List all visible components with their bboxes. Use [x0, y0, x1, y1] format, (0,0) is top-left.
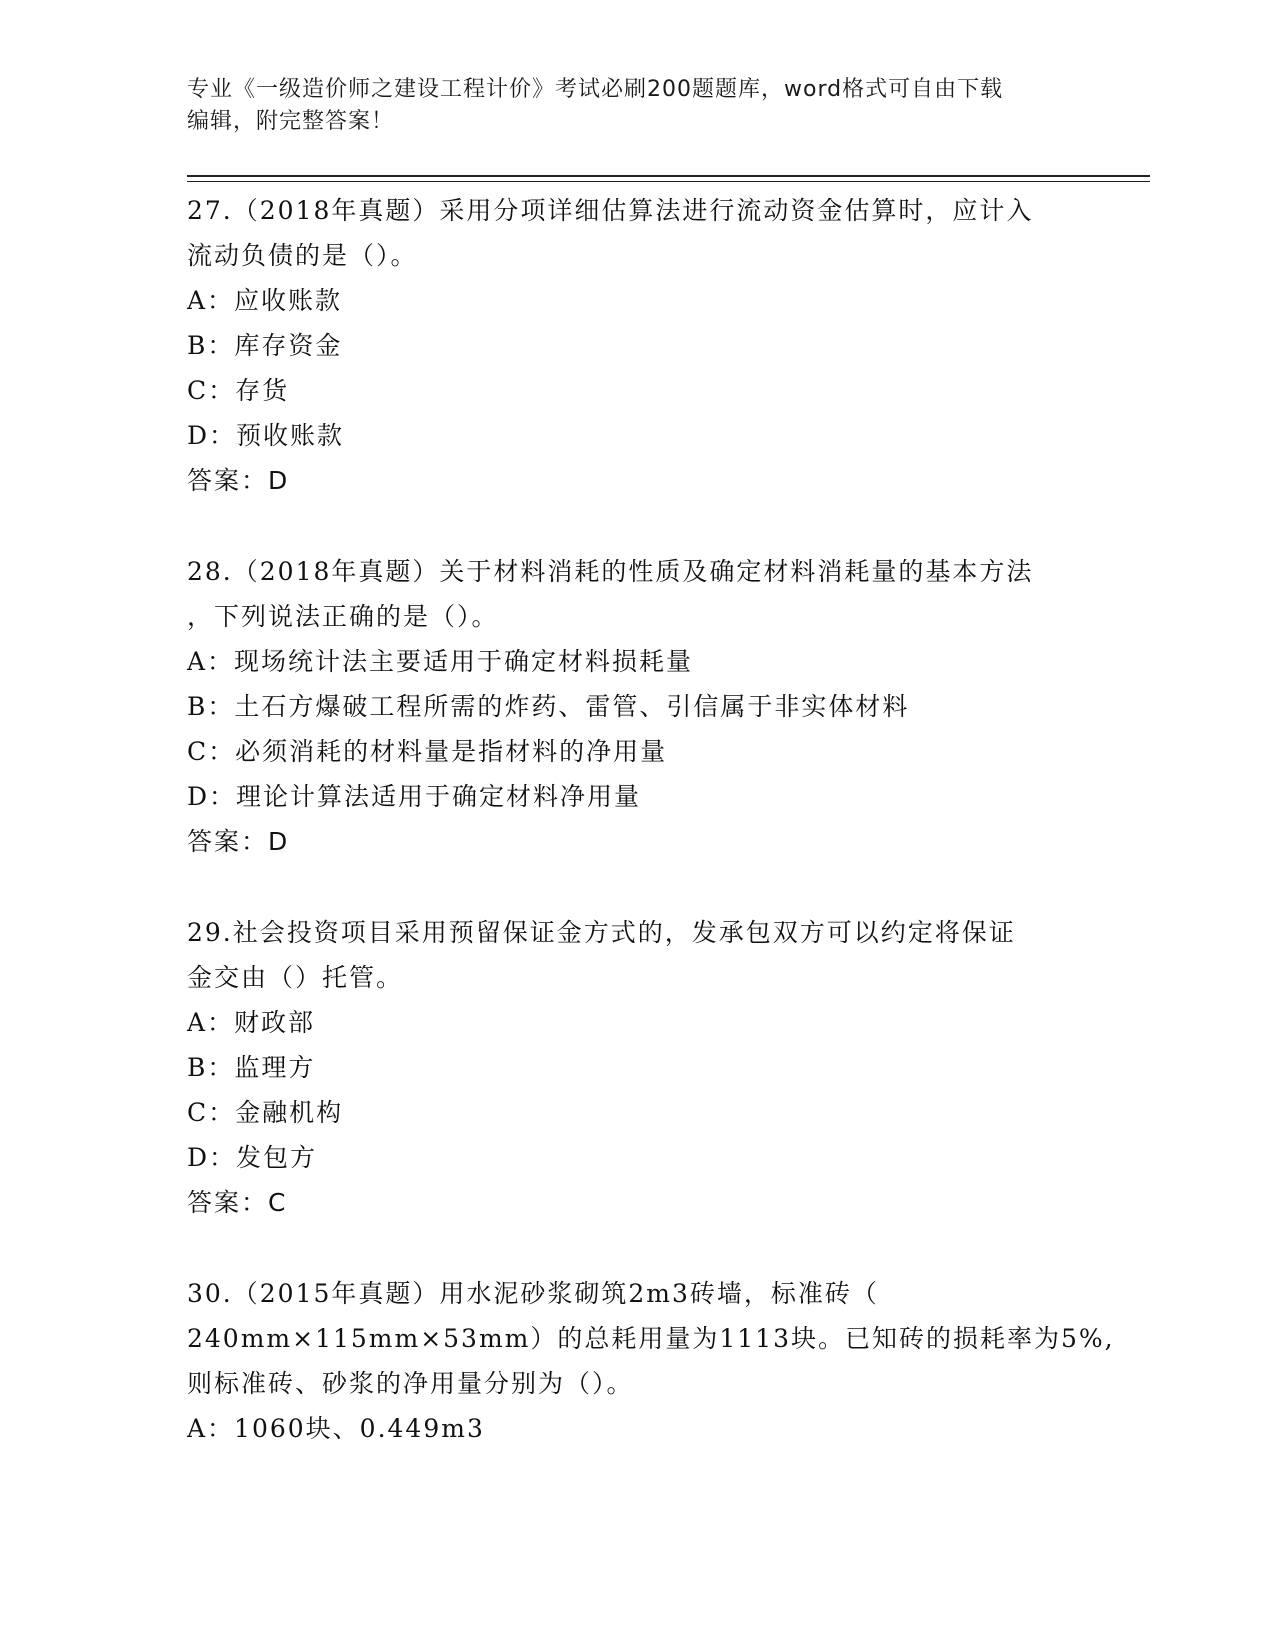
header-divider-thin: [187, 181, 1150, 182]
question-stem: 27.（2018年真题）采用分项详细估算法进行流动资金估算时，应计入: [187, 196, 1034, 225]
question-30: [187, 1271, 1115, 1451]
header-line-2: 编辑，附完整答案！: [187, 109, 395, 134]
question-stem: 流动负债的是（）。: [187, 241, 418, 270]
question-stem: 28.（2018年真题）关于材料消耗的性质及确定材料消耗量的基本方法: [187, 557, 1034, 586]
question-stem: 29.社会投资项目采用预留保证金方式的，发承包双方可以约定将保证: [187, 918, 1016, 947]
answer: 答案：D: [187, 466, 290, 495]
question-stem: 30.（2015年真题）用水泥砂浆砌筑2m3砖墙，标准砖（: [187, 1279, 879, 1308]
question-stem: ，下列说法正确的是（）。: [187, 602, 499, 631]
option-b: B：土石方爆破工程所需的炸药、雷管、引信属于非实体材料: [187, 692, 910, 721]
question-27: [187, 188, 1107, 503]
option-d: D：发包方: [187, 1143, 318, 1172]
option-c: C：金融机构: [187, 1098, 344, 1127]
option-c: C：必须消耗的材料量是指材料的净用量: [187, 737, 668, 766]
question-stem: 金交由（）托管。: [187, 963, 404, 992]
page-header: [187, 74, 1087, 138]
option-a: A：1060块、0.449m3: [187, 1414, 485, 1443]
option-b: B：监理方: [187, 1053, 316, 1082]
header-line-1: 专业《一级造价师之建设工程计价》考试必刷200题题库，word格式可自由下载: [187, 77, 1004, 102]
question-stem: 240mm×115mm×53mm）的总耗用量为1113块。已知砖的损耗率为5%,: [187, 1324, 1115, 1353]
answer: 答案：C: [187, 1188, 288, 1217]
question-29: [187, 910, 1107, 1225]
answer: 答案：D: [187, 827, 290, 856]
option-d: D：预收账款: [187, 421, 345, 450]
question-stem: 则标准砖、砂浆的净用量分别为（）。: [187, 1369, 634, 1398]
option-c: C：存货: [187, 376, 290, 405]
option-a: A：财政部: [187, 1008, 316, 1037]
option-a: A：应收账款: [187, 286, 343, 315]
question-28: [187, 549, 1107, 864]
option-b: B：库存资金: [187, 331, 343, 360]
option-a: A：现场统计法主要适用于确定材料损耗量: [187, 647, 694, 676]
header-divider: [187, 175, 1150, 177]
option-d: D：理论计算法适用于确定材料净用量: [187, 782, 642, 811]
question-list: [187, 188, 1115, 1497]
